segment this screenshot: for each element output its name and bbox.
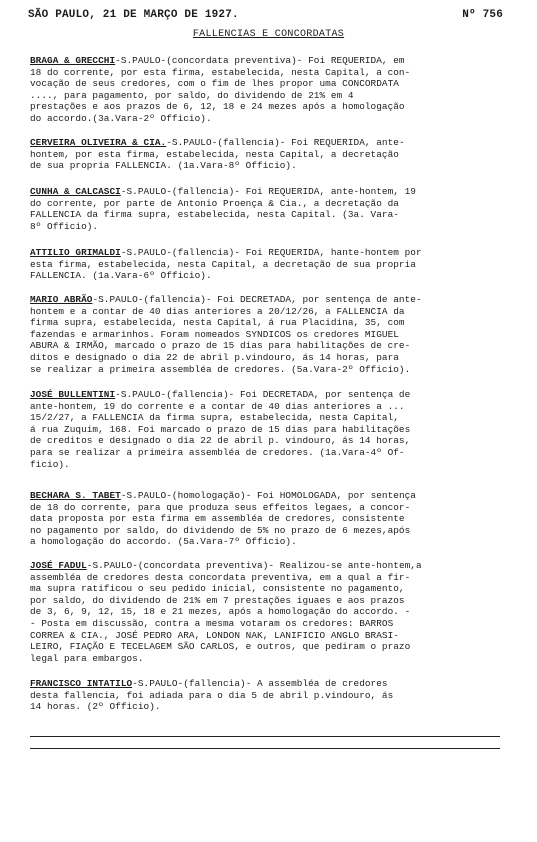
entry-line: á rua Zuquim, 168. Foi marcado o prazo de 15 dias para habilitações bbox=[30, 423, 411, 435]
entry-party-name: BECHARA S. TABET bbox=[30, 490, 121, 501]
entry-heading-text: -S.PAULO-(fallencia)- A assembléa de credores bbox=[132, 678, 388, 689]
entry bbox=[30, 490, 510, 548]
entry-line: ante-hontem, 19 do corrente e a contar de 40 dias anteriores a ... bbox=[30, 400, 405, 412]
entry-first-line bbox=[30, 678, 510, 690]
entry-party-name: BRAGA & GRECCHI bbox=[30, 55, 116, 66]
entry-party-name: MARIO ABRÃO bbox=[30, 294, 93, 305]
entry-line: vocação de seus credores, com o fim de lhes propor uma CONCORDATA bbox=[30, 78, 399, 90]
entry-line: se realizar a primeira assembléa de credores. (5a.Vara-2º Officio). bbox=[30, 363, 411, 375]
entry-heading-text: -S.PAULO-(fallencia)- Foi REQUERIDA, hante-hontem por bbox=[120, 247, 422, 258]
bottom-rule-2 bbox=[30, 748, 500, 749]
entry-line: para se realizar a primeira assembléa de credores. (1a.Vara-4º Of- bbox=[30, 446, 405, 458]
entry bbox=[30, 678, 510, 713]
entry-party-name: CERVEIRA OLIVEIRA & CIA. bbox=[30, 137, 167, 148]
bulletin-number: Nº 756 bbox=[462, 9, 503, 21]
entry-line: FALLENCIA da firma supra, estabelecida, nesta Capital. (3a. Vara- bbox=[30, 209, 399, 221]
entry-first-line bbox=[30, 560, 510, 572]
entry-line: hontem e a contar de 40 dias anteriores a 20/12/26, a FALLENCIA da bbox=[30, 305, 405, 317]
entry-line: 15/2/27, a FALLENCIA da firma supra, estabelecida, nesta Capital, bbox=[30, 412, 399, 424]
entry-line: hontem, por esta firma, estabelecida, nesta Capital, a decretação bbox=[30, 148, 399, 160]
entry-line: ABURA & IRMÃO, marcado o prazo de 15 dias para habilitações de cre- bbox=[30, 340, 411, 352]
entry-line: ficio). bbox=[30, 458, 70, 470]
bottom-rule-1 bbox=[30, 736, 500, 737]
entry bbox=[30, 389, 510, 470]
document-title: FALLENCIAS E CONCORDATAS bbox=[192, 29, 345, 40]
entry bbox=[30, 247, 510, 282]
entry-line: LEIRO, FIAÇÃO E TECELAGEM SÃO CARLOS, e outros, que pediram o prazo bbox=[30, 641, 411, 653]
entry bbox=[30, 560, 510, 664]
entry-line: desta fallencia, foi adiada para o dia 5 de abril p.vindouro, ás bbox=[30, 689, 394, 701]
entry-line: firma supra, estabelecida, nesta Capital, á rua Placidina, 35, com bbox=[30, 317, 405, 329]
entry-line: assembléa de credores desta concordata preventiva, em a qual a fir- bbox=[30, 571, 411, 583]
entry-line: esta firma, estabelecida, nesta Capital, a decretação de sua propria bbox=[30, 258, 416, 270]
entry-line: data proposta por esta firma em assembléa de credores, consistente bbox=[30, 513, 405, 525]
entry bbox=[30, 186, 510, 232]
entry-line: no pagamento por saldo, do dividendo de 5% no prazo de 6 mezes,após bbox=[30, 524, 411, 536]
entry-first-line bbox=[30, 247, 510, 259]
entry-line: ditos e designado o dia 22 de abril p.vindouro, ás 14 horas, para bbox=[30, 351, 399, 363]
entry bbox=[30, 294, 510, 375]
entry-party-name: JOSÉ BULLENTINI bbox=[30, 389, 116, 400]
entry-heading-text: -S.PAULO-(fallencia)- Foi REQUERIDA, ante-hontem, 19 bbox=[120, 186, 416, 197]
entry-first-line bbox=[30, 389, 510, 401]
entry-line: 18 do corrente, por esta firma, estabelecida, nesta Capital, a con- bbox=[30, 66, 411, 78]
entry-heading-text: -S.PAULO-(fallencia)- Foi DECRETADA, por sentença de ante- bbox=[92, 294, 422, 305]
entry-line: de creditos e designado o dia 22 de abril p. vindouro, ás 14 horas, bbox=[30, 435, 411, 447]
entry bbox=[30, 137, 510, 172]
entry-line: legal para embargos. bbox=[30, 652, 144, 664]
entry bbox=[30, 55, 510, 125]
entry-party-name: ATTILIO GRIMALDI bbox=[30, 247, 121, 258]
entry-line: FALLENCIA. (1a.Vara-6º Officio). bbox=[30, 270, 212, 282]
entry-heading-text: -S.PAULO-(homologação)- Foi HOMOLOGADA, por sentença bbox=[120, 490, 416, 501]
entry-line: fazendas e armarinhos. Foram nomeados SYNDICOS os credores MIGUEL bbox=[30, 328, 399, 340]
entry-line: de 3, 6, 9, 12, 15, 18 e 21 mezes, após a homologação do accordo. - bbox=[30, 606, 411, 618]
entry-party-name: FRANCISCO INTATILO bbox=[30, 678, 133, 689]
entry-line: 14 horas. (2º Officio). bbox=[30, 701, 161, 713]
entry-line: a homologação do accordo. (5a.Vara-7º Officio). bbox=[30, 536, 297, 548]
entry-line: prestações e aos prazos de 6, 12, 18 e 24 mezes após a homologação bbox=[30, 101, 405, 113]
entry-first-line bbox=[30, 137, 510, 149]
entry-line: ...., para pagamento, por saldo, do dividendo de 21% em 4 bbox=[30, 89, 354, 101]
entry-first-line bbox=[30, 490, 510, 502]
entry-first-line bbox=[30, 294, 510, 306]
entry-heading-text: -S.PAULO-(fallencia)- Foi REQUERIDA, ante- bbox=[166, 137, 405, 148]
entry-line: de sua propria FALLENCIA. (1a.Vara-8º Officio). bbox=[30, 160, 297, 172]
entry-heading-text: -S.PAULO-(concordata preventiva)- Realizou-se ante-hontem,a bbox=[86, 560, 422, 571]
entry-party-name: JOSÉ FADUL bbox=[30, 560, 87, 571]
page-header bbox=[28, 9, 503, 21]
header-date: SÃO PAULO, 21 DE MARÇO DE 1927. bbox=[28, 9, 239, 21]
entry-party-name: CUNHA & CALCASCI bbox=[30, 186, 121, 197]
entry-line: 8º Officio). bbox=[30, 220, 99, 232]
entry-line: do accordo.(3a.Vara-2º Officio). bbox=[30, 112, 212, 124]
entry-line: de 18 do corrente, para que produza seus effeitos legaes, a concor- bbox=[30, 501, 411, 513]
entry-line: ma supra ratificou o seu pedido inicial, consistente no pagamento, bbox=[30, 583, 405, 595]
entry-heading-text: -S.PAULO-(fallencia)- Foi DECRETADA, por sentença de bbox=[115, 389, 411, 400]
entry-line: - Posta em discussão, contra a mesma votaram os credores: BARROS bbox=[30, 617, 394, 629]
entry-first-line bbox=[30, 186, 510, 198]
entry-line: do corrente, por parte de Antonio Proença & Cia., a decretação da bbox=[30, 197, 399, 209]
entry-line: por saldo, do dividendo de 21% em 7 prestações iguaes e aos prazos bbox=[30, 594, 405, 606]
entry-line: CORREA & CIA., JOSÉ PEDRO ARA, LONDON NAK, LANIFICIO ANGLO BRASI- bbox=[30, 629, 399, 641]
entry-first-line bbox=[30, 55, 510, 67]
entry-heading-text: -S.PAULO-(concordata preventiva)- Foi REQUERIDA, em bbox=[115, 55, 405, 66]
